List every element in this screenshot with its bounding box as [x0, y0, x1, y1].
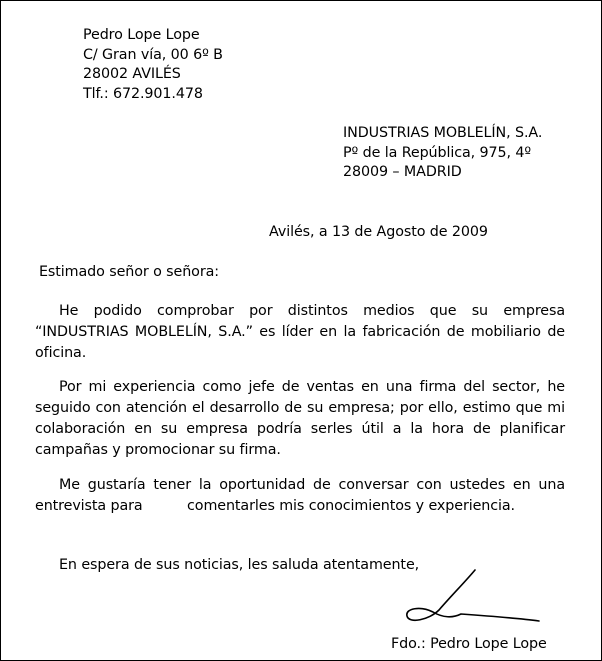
sender-address-block [83, 26, 223, 104]
sender-phone: Tlf.: 672.901.478 [83, 85, 203, 102]
sender-street: C/ Gran vía, 00 6º B [83, 46, 223, 63]
recipient-city: 28009 – MADRID [343, 164, 462, 180]
handwritten-signature-icon [399, 566, 541, 626]
sender-city: 28002 AVILÉS [83, 66, 181, 82]
body-paragraph-1: He podido comprobar por distintos medios que su empresa “INDUSTRIAS MOBLELÍN, S.A.” es líder en la fabricación de mobiliario de oficina. [35, 303, 565, 361]
recipient-street: Pº de la República, 975, 4º [343, 144, 532, 161]
place-and-date: Avilés, a 13 de Agosto de 2009 [269, 224, 488, 240]
body-paragraph-2: Por mi experiencia como jefe de ventas en una firma del sector, he seguido con atención el desarrollo de su empresa; por ello, estimo que mi colaboración en su empresa podría serles útil a la hora de planificar campañas y promocionar su firma. [35, 379, 565, 458]
greeting: Estimado señor o señora: [39, 264, 219, 280]
recipient-company: INDUSTRIAS MOBLELÍN, S.A. [343, 125, 543, 141]
closing-line: En espera de sus noticias, les saluda atentamente, [59, 557, 420, 573]
body-paragraph-3: Me gustaría tener la oportunidad de conversar con ustedes en una entrevista para comentarles mis conocimientos y experiencia. [35, 477, 570, 514]
recipient-address-block [343, 124, 542, 183]
sender-name: Pedro Lope Lope [83, 27, 200, 43]
signer-name: Fdo.: Pedro Lope Lope [391, 636, 547, 652]
